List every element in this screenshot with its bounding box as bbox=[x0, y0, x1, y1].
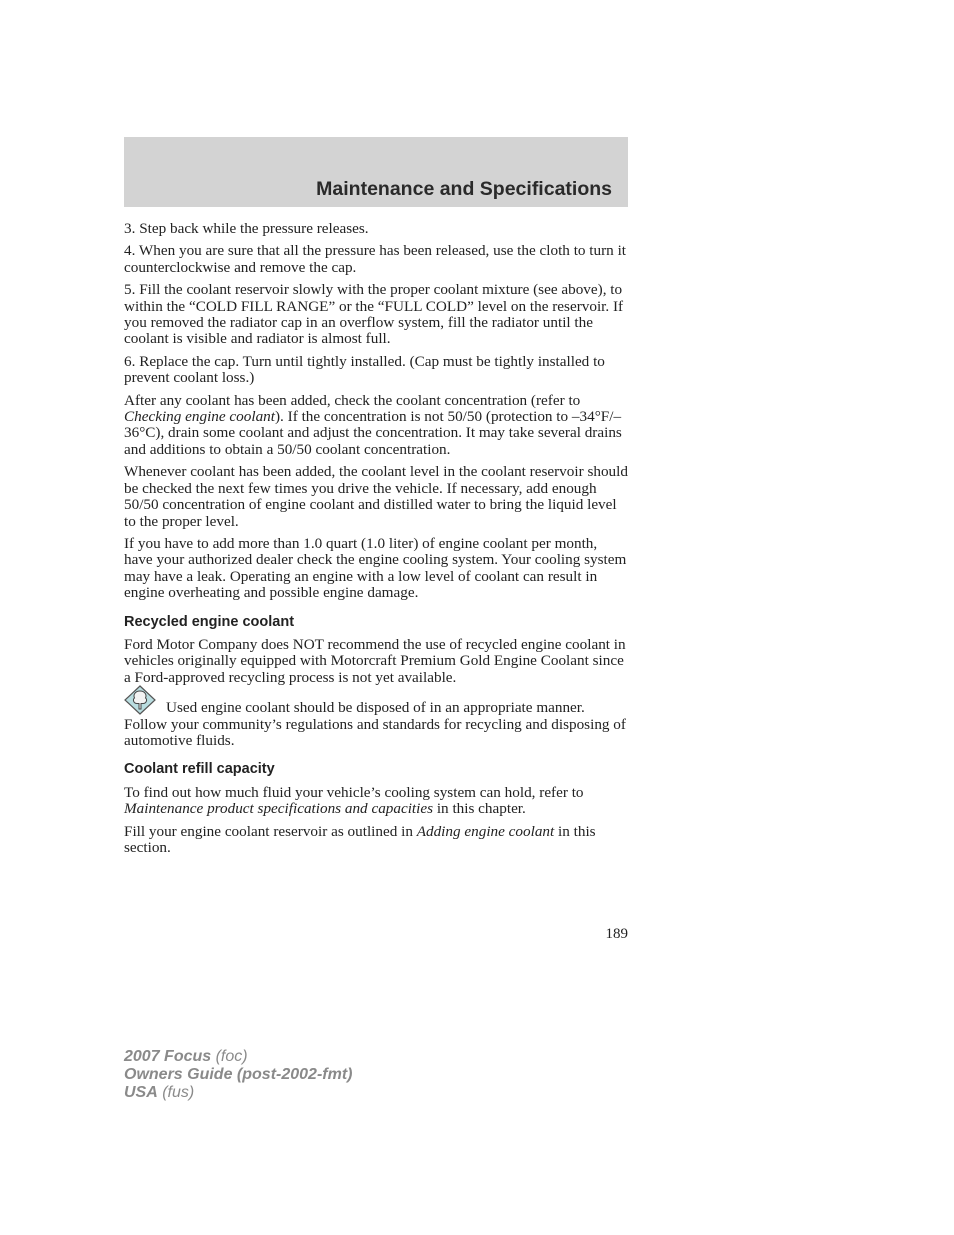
environment-tree-icon bbox=[124, 685, 156, 715]
page-number: 189 bbox=[605, 926, 628, 942]
recycled-paragraph: Ford Motor Company does NOT recommend the use of recycled engine coolant in vehicles originally equipped with Motorcraft Premium Gold Engine Coolant since a Ford-approved recycling process is not yet available. bbox=[124, 635, 626, 686]
quart-paragraph: If you have to add more than 1.0 quart (1.0 liter) of engine coolant per month, have your authorized dealer check the engine cooling system. Your cooling system may have a leak. Operating an engine with a low level of coolant can result in engine overheating and possible engine damage. bbox=[124, 534, 627, 602]
capacity-paragraph-2: Fill your engine coolant reservoir as outlined in Adding engine coolant in this section. bbox=[124, 822, 596, 856]
step-6: 6. Replace the cap. Turn until tightly installed. (Cap must be tightly installed to prevent coolant loss.) bbox=[124, 352, 605, 387]
cross-reference: Checking engine coolant bbox=[124, 408, 275, 426]
cross-reference: Adding engine coolant bbox=[416, 822, 555, 840]
cross-reference: Maintenance product specifications and capacities bbox=[124, 800, 434, 818]
section-header bbox=[124, 137, 628, 207]
concentration-paragraph: After any coolant has been added, check the coolant concentration (refer to Checking engine coolant). If the concentration is not 50/50 (protection to –34°F/–36°C), drain some coolant and adjust the concentration. It may take several drains and additions to obtain a 50/50 coolant concentration. bbox=[124, 391, 622, 458]
document-footer bbox=[124, 1048, 352, 1102]
check-level-paragraph: Whenever coolant has been added, the coolant level in the coolant reservoir should be checked the next few times you drive the vehicle. If necessary, add enough 50/50 concentration of engine coolant and distilled water to bring the liquid level to the proper level. bbox=[124, 463, 628, 530]
capacity-heading: Coolant refill capacity bbox=[124, 761, 275, 778]
step-3: 3. Step back while the pressure releases. bbox=[124, 220, 369, 237]
footer-line-3: USA (fus) bbox=[124, 1084, 195, 1101]
environment-note: Used engine coolant should be disposed of in an appropriate manner. Follow your community’s regulations and standards for recycling and disposing of automotive fluids. bbox=[124, 700, 628, 749]
capacity-paragraph-1: To find out how much fluid your vehicle’s cooling system can hold, refer to Maintenance product specifications and capacities in this chapter. bbox=[124, 783, 584, 818]
step-5: 5. Fill the coolant reservoir slowly with the proper coolant mixture (see above), to within the “COLD FILL RANGE” or the “FULL COLD” level on the reservoir. If you removed the radiator cap in an overflow system, fill the radiator until the coolant is visible and radiator is almost full. bbox=[124, 281, 624, 348]
page-content bbox=[124, 221, 628, 862]
recycled-heading: Recycled engine coolant bbox=[124, 613, 295, 630]
footer-line-2: Owners Guide (post-2002-fmt) bbox=[124, 1066, 353, 1083]
footer-line-1: 2007 Focus (foc) bbox=[124, 1048, 248, 1065]
step-4: 4. When you are sure that all the pressure has been released, use the cloth to turn it counterclockwise and remove the cap. bbox=[124, 242, 627, 276]
section-title: Maintenance and Specifications bbox=[316, 178, 612, 200]
